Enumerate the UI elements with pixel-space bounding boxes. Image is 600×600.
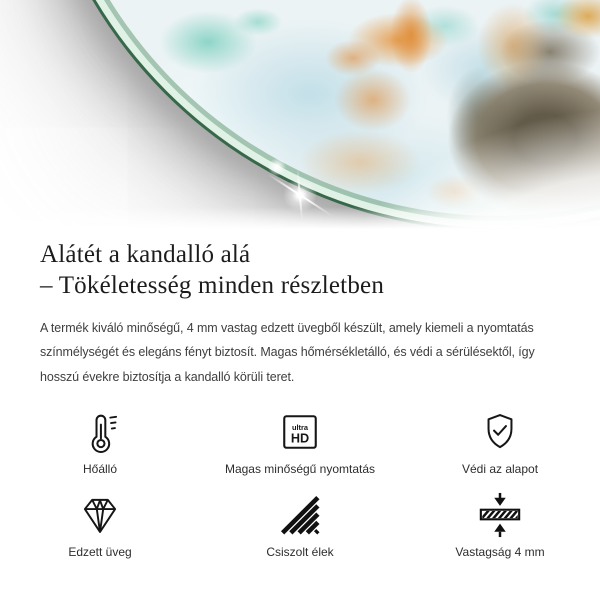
- feature-label: Hőálló: [82, 462, 118, 477]
- feature-tempered-glass: [0, 492, 200, 559]
- title-line-2: – Tökéletesség minden részletben: [40, 272, 385, 299]
- ultra-hd-icon-text-top: ultra: [291, 423, 309, 433]
- page-title: [40, 239, 560, 301]
- feature-heat-resistant: [0, 409, 200, 476]
- description-line: színmélységét és elegáns fényt biztosít. Magas hőmérsékletálló, és védi a sérülésektől, így: [40, 345, 535, 360]
- ultra-hd-icon: [279, 409, 321, 455]
- feature-label: Vastagság 4 mm: [455, 545, 545, 560]
- description-line: hosszú évekre biztosítja a kandalló körüli teret.: [40, 369, 295, 384]
- thermometer-icon: [78, 409, 122, 455]
- diamond-icon: [78, 492, 122, 538]
- product-image: [0, 0, 600, 233]
- title-line-1: Alátét a kandalló alá: [40, 241, 251, 268]
- feature-label: Csiszolt élek: [266, 545, 334, 560]
- ultra-hd-icon-text-bottom: HD: [290, 431, 310, 446]
- feature-polished-edges: [200, 492, 400, 559]
- shield-check-icon: [478, 409, 522, 455]
- feature-ultra-hd-print: [200, 409, 400, 476]
- small-glint-icon: [267, 157, 287, 177]
- polished-edges-icon: [278, 492, 322, 538]
- feature-label: Védi az alapot: [461, 462, 539, 477]
- feature-label: Magas minőségű nyomtatás: [224, 462, 376, 477]
- feature-grid: [0, 409, 600, 559]
- feature-label: Edzett üveg: [68, 545, 132, 560]
- product-description: [40, 316, 560, 389]
- product-description-section: [0, 239, 600, 559]
- description-line: A termék kiváló minőségű, 4 mm vastag edzett üvegből készült, amely kiemeli a nyomtatás: [40, 321, 534, 335]
- thickness-icon: [477, 492, 523, 538]
- feature-protects-base: [400, 409, 600, 476]
- feature-thickness: [400, 492, 600, 559]
